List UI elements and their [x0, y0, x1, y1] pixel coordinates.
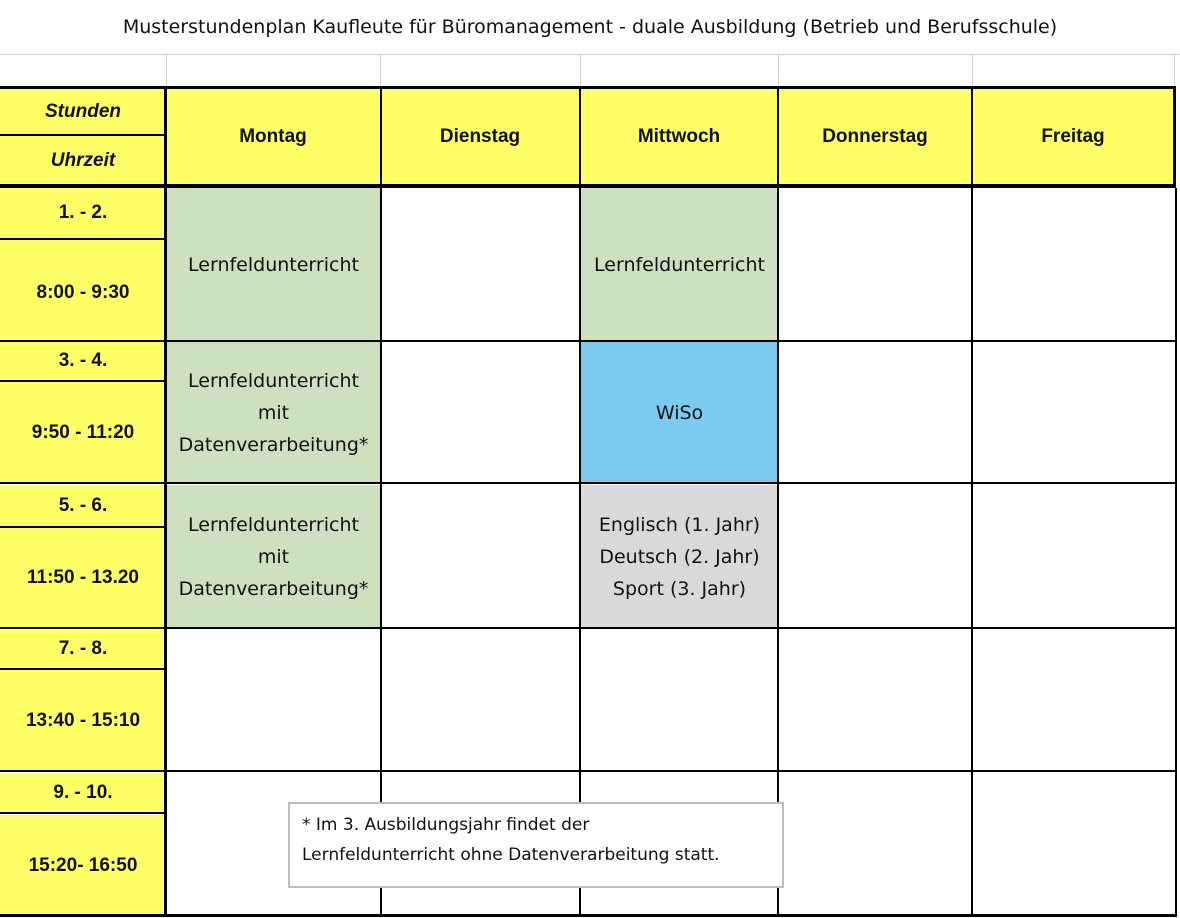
spacer-cell[interactable] [778, 55, 973, 87]
grid-line [0, 914, 1176, 917]
lesson-line: Datenverarbeitung* [178, 433, 369, 456]
day-header-freitag[interactable]: Freitag [972, 88, 1174, 186]
period-uhrzeit[interactable]: 8:00 - 9:30 [0, 240, 166, 341]
lesson-cell-montag-p2[interactable] [167, 342, 380, 483]
lesson-text [179, 509, 369, 605]
lesson-line: Lernfeldunterricht [594, 253, 765, 276]
grid-line [0, 482, 1176, 484]
lesson-cell-montag-p1[interactable] [167, 188, 380, 341]
grid-line [971, 88, 973, 917]
lesson-line: Sport (3. Jahr) [612, 577, 747, 600]
grid-line [0, 340, 1176, 342]
grid-line [164, 86, 167, 917]
grid-line [0, 668, 166, 670]
stunden-label[interactable]: Stunden [0, 88, 166, 136]
period-uhrzeit[interactable]: 9:50 - 11:20 [0, 382, 166, 483]
spacer-cell[interactable] [580, 55, 779, 87]
grid-line [0, 380, 166, 382]
day-header-dienstag[interactable]: Dienstag [380, 88, 580, 186]
spacer-cell[interactable] [972, 55, 1175, 87]
period-uhrzeit[interactable]: 11:50 - 13.20 [0, 528, 166, 628]
period-uhrzeit[interactable]: 15:20- 16:50 [0, 815, 166, 916]
grid-line [1175, 188, 1177, 917]
lesson-cell-montag-p3[interactable] [167, 485, 380, 628]
lesson-cell-mittwoch-p2[interactable] [581, 342, 778, 483]
page-title: Musterstundenplan Kaufleute für Büromanagement - duale Ausbildung (Betrieb und Berufsschule) [0, 0, 1180, 55]
spacer-cell[interactable] [0, 55, 167, 87]
lesson-cell-mittwoch-p1[interactable] [581, 188, 778, 341]
grid-line [0, 86, 1176, 89]
grid-line [0, 238, 166, 240]
day-header-montag[interactable]: Montag [166, 88, 380, 186]
spacer-cell[interactable] [166, 55, 381, 87]
footnote-line: Lernfeldunterricht ohne Datenverarbeitung statt. [302, 845, 720, 865]
spacer-cell[interactable] [380, 55, 581, 87]
lesson-line: Lernfeldunterricht [188, 369, 359, 392]
lesson-line: Lernfeldunterricht [188, 253, 359, 276]
period-stunden[interactable]: 9. - 10. [0, 773, 166, 813]
lesson-line: Datenverarbeitung* [178, 577, 369, 600]
lesson-text [179, 365, 369, 461]
day-header-donnerstag[interactable]: Donnerstag [778, 88, 972, 186]
grid-line [0, 770, 1176, 772]
lesson-text [188, 249, 359, 281]
period-stunden[interactable]: 7. - 8. [0, 630, 166, 668]
grid-line [0, 134, 166, 136]
uhrzeit-label[interactable]: Uhrzeit [0, 136, 166, 186]
lesson-text [599, 509, 760, 605]
grid-line [0, 526, 166, 528]
period-stunden[interactable]: 5. - 6. [0, 485, 166, 526]
lesson-text [656, 397, 703, 429]
lesson-line: mit [257, 545, 290, 568]
footnote-line: * Im 3. Ausbildungsjahr findet der [302, 815, 590, 835]
lesson-line: Lernfeldunterricht [188, 513, 359, 536]
lesson-line: Englisch (1. Jahr) [598, 513, 761, 536]
grid-line [0, 627, 1176, 629]
grid-line [1173, 86, 1176, 188]
lesson-line: mit [257, 401, 290, 424]
grid-line [579, 88, 581, 917]
footnote-textbox[interactable] [288, 802, 784, 888]
period-stunden[interactable]: 1. - 2. [0, 188, 166, 238]
period-uhrzeit[interactable]: 13:40 - 15:10 [0, 670, 166, 771]
lesson-text [594, 249, 765, 281]
grid-line [380, 88, 382, 917]
grid-line [777, 88, 779, 917]
lesson-line: WiSo [655, 401, 704, 424]
period-stunden[interactable]: 3. - 4. [0, 342, 166, 380]
spacer-row [0, 55, 1180, 87]
lesson-line: Deutsch (2. Jahr) [599, 545, 760, 568]
grid-line [0, 184, 1176, 188]
day-header-mittwoch[interactable]: Mittwoch [580, 88, 778, 186]
grid-line [0, 812, 166, 814]
lesson-cell-mittwoch-p3[interactable] [581, 485, 778, 628]
